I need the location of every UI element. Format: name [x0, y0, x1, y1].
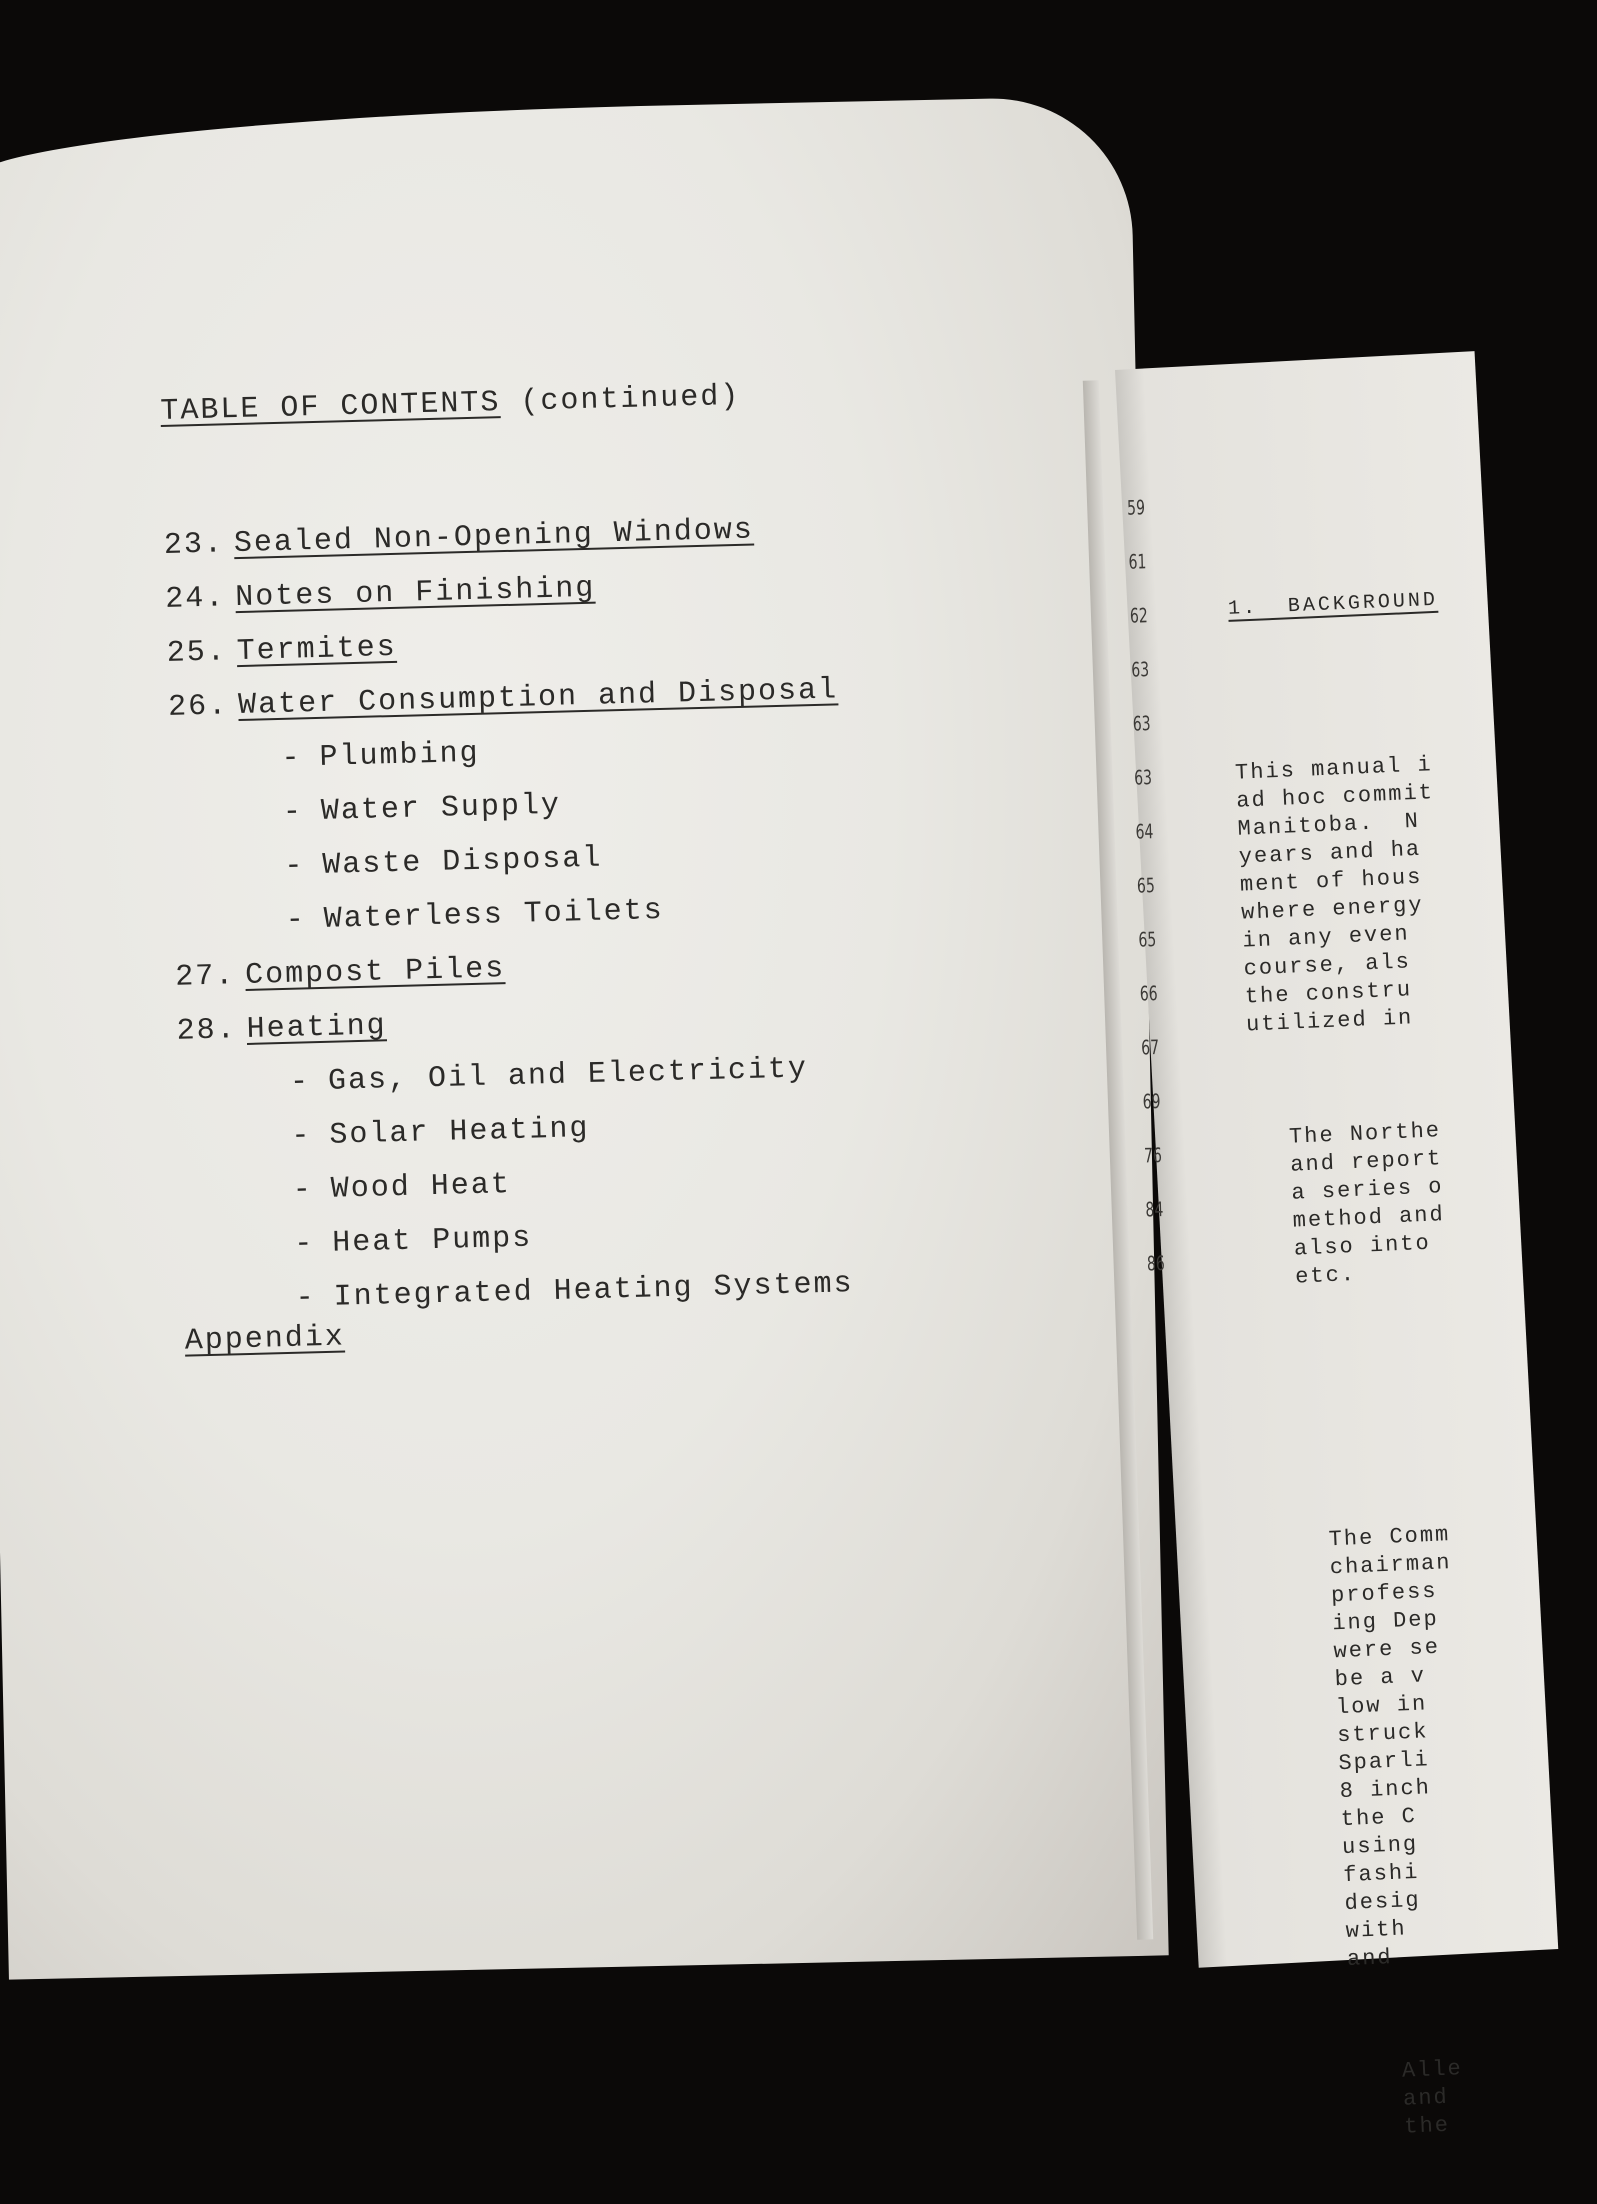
- right-paragraph-4: Alle and the: [1401, 2056, 1464, 2140]
- toc-entry-label: Termites: [236, 630, 398, 670]
- toc-entry-dash: -: [289, 1065, 311, 1100]
- toc-entry-page-number: 62: [1129, 603, 1149, 628]
- toc-entry-page-number: 65: [1136, 873, 1156, 898]
- toc-entry-number: 24.: [164, 581, 226, 617]
- toc-entry-dash: -: [295, 1281, 317, 1316]
- toc-entry-label: Waterless Toilets: [323, 893, 665, 937]
- toc-entry-page-number: 66: [1139, 981, 1158, 1006]
- toc-entry-label: Notes on Finishing: [234, 571, 596, 616]
- toc-entry-label: Solar Heating: [329, 1112, 590, 1153]
- toc-entry-label: Sealed Non-Opening Windows: [233, 513, 755, 562]
- toc-entry-page-number: 76: [1143, 1143, 1163, 1168]
- toc-entry-page-number: 63: [1131, 657, 1150, 682]
- table-of-contents: [160, 367, 1245, 1378]
- toc-entry-number: 23.: [163, 527, 225, 563]
- toc-entry-number: 26.: [167, 689, 229, 725]
- toc-entry-label: Water Consumption and Disposal: [237, 673, 839, 724]
- toc-entry-dash: -: [291, 1119, 312, 1154]
- toc-entry-label: Wood Heat: [330, 1168, 512, 1207]
- toc-entry-page-number: 63: [1132, 711, 1151, 736]
- toc-entry-number: 27.: [174, 959, 236, 995]
- toc-entry-dash: -: [293, 1227, 315, 1262]
- toc-title-suffix: (continued): [519, 379, 741, 420]
- toc-entry-label: Waste Disposal: [321, 841, 603, 883]
- toc-entry-dash: -: [282, 795, 304, 830]
- toc-entry-label: Gas, Oil and Electricity: [327, 1052, 809, 1099]
- toc-title: TABLE OF CONTENTS: [160, 386, 501, 429]
- right-paragraph-2: The Northe and report a series o method and also into etc.: [1288, 1118, 1446, 1290]
- toc-entry-page-number: 67: [1140, 1035, 1160, 1060]
- toc-entry-page-number: 64: [1135, 819, 1154, 844]
- toc-entry-label: Water Supply: [320, 788, 562, 829]
- toc-entry-label: Heat Pumps: [331, 1221, 533, 1261]
- toc-entry-dash: -: [292, 1173, 314, 1208]
- toc-entry-number: 28.: [176, 1013, 238, 1049]
- toc-entry-dash: -: [285, 903, 307, 938]
- right-page-heading: 1. BACKGROUND: [1227, 588, 1439, 621]
- right-paragraph-1: This manual i ad hoc commit Manitoba. N years and ha ment of hous where energy in any even course, als the constru utilized in: [1234, 752, 1435, 1038]
- toc-entry-label: Integrated Heating Systems: [333, 1267, 855, 1315]
- toc-entry-number: 25.: [166, 635, 228, 671]
- toc-entry-page-number: 63: [1133, 765, 1153, 790]
- toc-entry-page-number: 84: [1145, 1197, 1164, 1222]
- toc-entry-label: Compost Piles: [244, 952, 506, 993]
- toc-entry-label: Plumbing: [319, 736, 480, 775]
- toc-entry-page-number: 65: [1138, 927, 1157, 952]
- right-paragraph-3: The Comm chairman profess ing Dep were se be a v low in struck Sparli 8 inch the C using fashi desig with and: [1328, 1522, 1452, 1973]
- toc-entry-dash: -: [283, 849, 305, 884]
- toc-list: [163, 495, 1245, 1338]
- toc-entry-page-number: 69: [1142, 1089, 1161, 1114]
- toc-entry-page-number: 59: [1126, 495, 1146, 520]
- toc-appendix: Appendix: [184, 1320, 346, 1359]
- toc-entry-page-number: 61: [1128, 549, 1147, 574]
- toc-entry-dash: -: [281, 741, 303, 776]
- toc-entry-page-number: 86: [1146, 1251, 1166, 1276]
- toc-entry-label: Heating: [246, 1009, 388, 1047]
